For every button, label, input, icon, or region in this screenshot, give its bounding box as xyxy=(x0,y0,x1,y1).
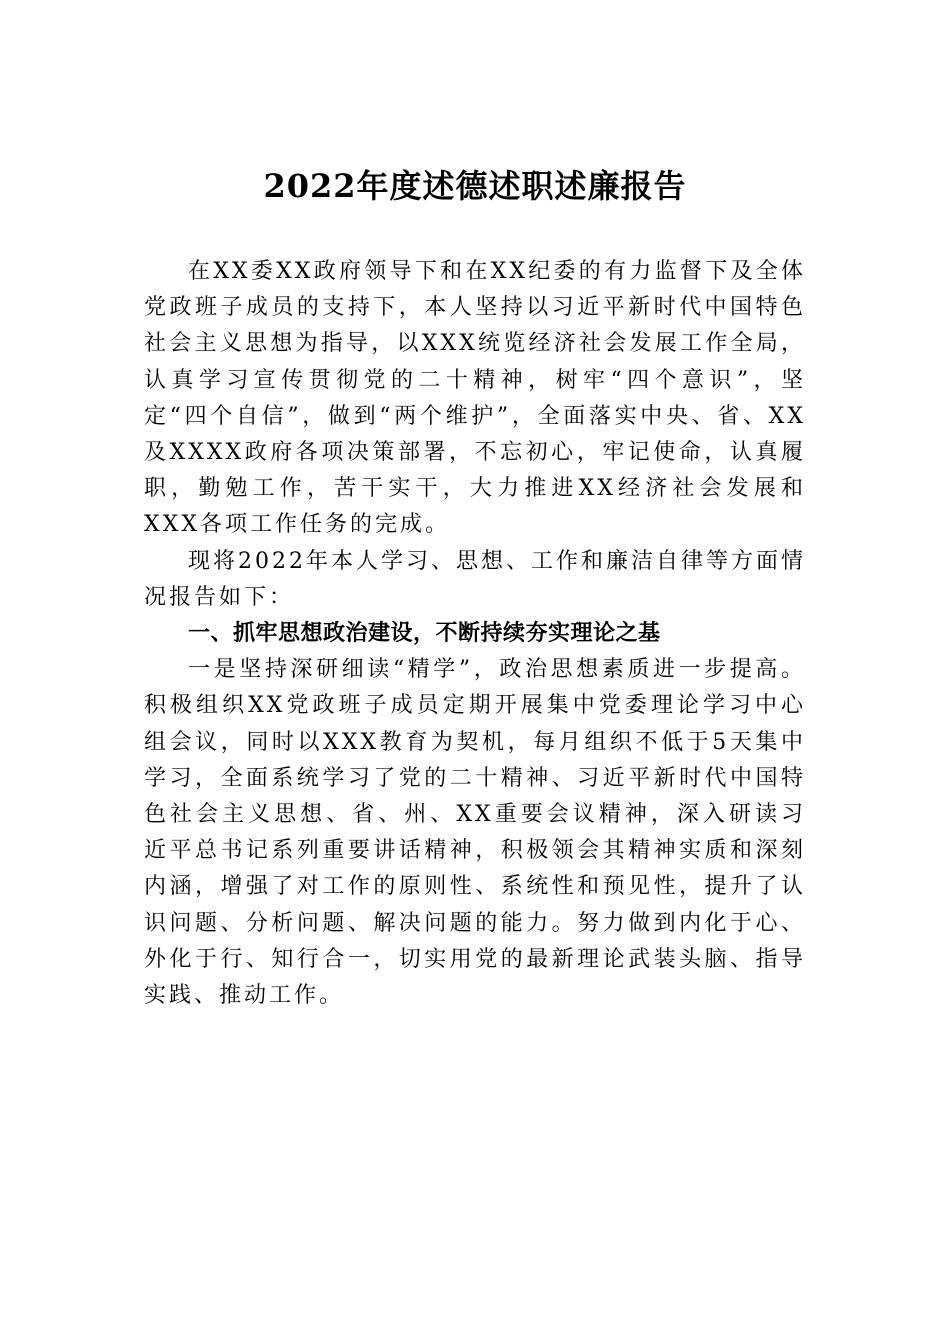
intro-paragraph: 在XX委XX政府领导下和在XX纪委的有力监督下及全体党政班子成员的支持下，本人坚持以习近平新时代中国特色社会主义思想为指导，以XXX统览经济社会发展工作全局，认真学习宣传贯彻党的二十精神，树牢“四个意识”，坚定“四个自信”，做到“两个维护”，全面落实中央、省、XX及XXXX政府各项决策部署，不忘初心，牢记使命，认真履职，勤勉工作，苦干实干，大力推进XX经济社会发展和XXX各项工作任务的完成。 xyxy=(144,259,806,538)
section-paragraph: 一是坚持深研细读“精学”，政治思想素质进一步提高。积极组织XX党政班子成员定期开展集中党委理论学习中心组会议，同时以XXX教育为契机，每月组织不低于5天集中学习，全面系统学习了党的二十精神、习近平新时代中国特色社会主义思想、省、州、XX重要会议精神，深入研读习近平总书记系列重要讲话精神，积极领会其精神实质和深刻内涵，增强了对工作的原则性、系统性和预见性，提升了认识问题、分析问题、解决问题的能力。努力做到内化于心、外化于行、知行合一，切实用党的最新理论武装头脑、指导实践、推动工作。 xyxy=(144,657,806,1009)
document-title: 2022年度述德述职述廉报告 xyxy=(263,167,687,205)
document-body xyxy=(144,254,806,1014)
section-heading: 一、抓牢思想政治建设，不断持续夯实理论之基 xyxy=(188,621,661,647)
report-lead-paragraph: 现将2022年本人学习、思想、工作和廉洁自律等方面情况报告如下： xyxy=(144,548,806,610)
